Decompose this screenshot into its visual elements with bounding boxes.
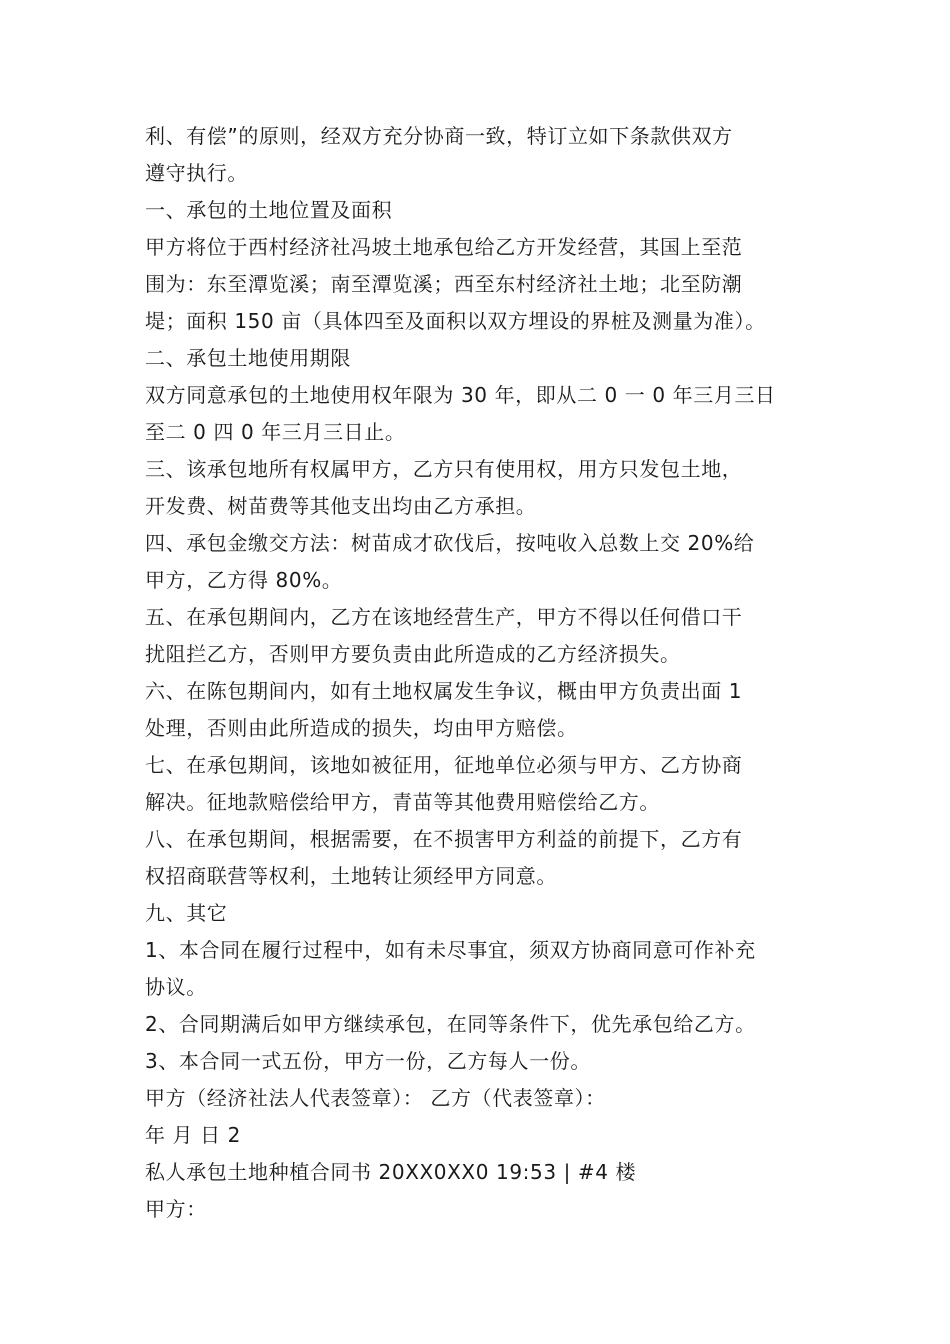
text-line: 遵守执行。 [145,161,248,185]
text-line: 利、有偿”的原则，经双方充分协商一致，特订立如下条款供双方 [145,124,733,148]
text-line: 甲方将位于西村经济社冯坡土地承包给乙方开发经营，其国上至范 [145,235,743,259]
section-heading: 九、其它 [145,901,228,925]
contract-body [145,118,815,1228]
text-line: 甲方： [145,1197,207,1221]
text-line: 协议。 [145,975,207,999]
text-line: 解决。征地款赔偿给甲方，青苗等其他费用赔偿给乙方。 [145,790,660,814]
post-title: 私人承包土地种植合同书 20XX0XX0 19:53 | #4 楼 [145,1160,637,1184]
text-line: 1、本合同在履行过程中，如有未尽事宜，须双方协商同意可作补充 [145,938,756,962]
text-line: 三、该承包地所有权属甲方，乙方只有使用权，用方只发包土地， [145,457,743,481]
signature-line: 甲方（经济社法人代表签章）： 乙方（代表签章）： [145,1086,606,1110]
text-line: 3、本合同一式五份，甲方一份，乙方每人一份。 [145,1049,591,1073]
text-line: 八、在承包期间，根据需要，在不损害甲方利益的前提下，乙方有 [145,827,743,851]
text-line: 处理，否则由此所造成的损失，均由甲方赔偿。 [145,716,578,740]
text-line: 扰阻拦乙方，否则甲方要负责由此所造成的乙方经济损失。 [145,642,681,666]
text-line: 2、合同期满后如甲方继续承包，在同等条件下，优先承包给乙方。 [145,1012,756,1036]
date-line: 年 月 日 2 [145,1123,241,1147]
text-line: 至二 0 四 0 年三月三日止。 [145,420,406,444]
section-heading: 一、承包的土地位置及面积 [145,198,393,222]
text-line: 四、承包金缴交方法：树苗成才砍伐后，按吨收入总数上交 20%给 [145,531,755,555]
text-line: 甲方，乙方得 80%。 [145,568,343,592]
text-line: 开发费、树苗费等其他支出均由乙方承担。 [145,494,537,518]
text-line: 围为：东至潭览溪；南至潭览溪；西至东村经济社土地；北至防潮 [145,272,743,296]
text-line: 七、在承包期间，该地如被征用，征地单位必须与甲方、乙方协商 [145,753,743,777]
text-line: 双方同意承包的土地使用权年限为 30 年，即从二 0 一 0 年三月三日 [145,383,776,407]
text-line: 堤；面积 150 亩（具体四至及面积以双方埋设的界桩及测量为准）。 [145,309,766,333]
text-line: 六、在陈包期间内，如有土地权属发生争议，概由甲方负责出面 1 [145,679,743,703]
text-line: 五、在承包期间内，乙方在该地经营生产，甲方不得以任何借口干 [145,605,743,629]
section-heading: 二、承包土地使用期限 [145,346,351,370]
text-line: 权招商联营等权利，土地转让须经甲方同意。 [145,864,557,888]
